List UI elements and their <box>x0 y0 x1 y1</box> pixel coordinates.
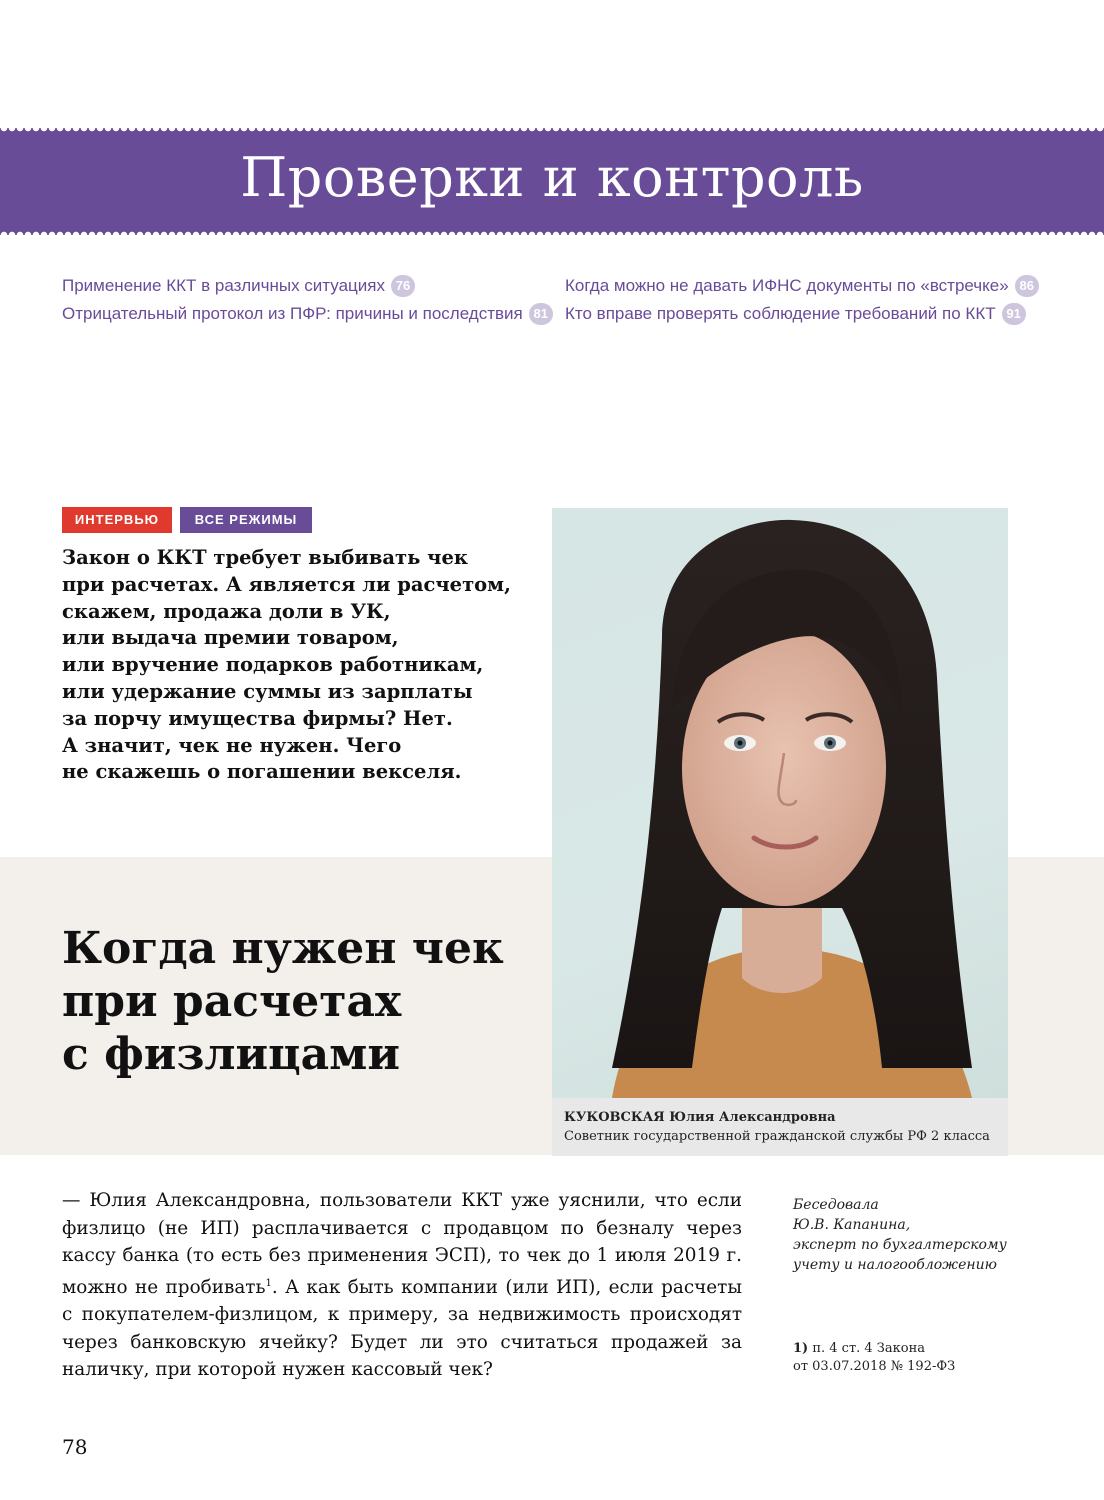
toc-item-label: Когда можно не давать ИФНС документы по «встречке» <box>565 276 1009 295</box>
photo-caption <box>552 1098 1008 1156</box>
footnote-text: от 03.07.2018 № 192-ФЗ <box>793 1359 956 1374</box>
footnote <box>793 1340 1023 1376</box>
portrait-illustration <box>552 508 1008 1098</box>
toc-right <box>565 272 1039 328</box>
article-headline <box>62 922 542 1081</box>
tag-interview: ИНТЕРВЬЮ <box>62 507 172 533</box>
toc-page-badge: 86 <box>1015 275 1039 297</box>
toc-item[interactable] <box>62 272 553 300</box>
toc-page-badge: 76 <box>391 275 415 297</box>
section-banner <box>0 128 1104 235</box>
footnote-text: п. 4 ст. 4 Закона <box>808 1341 926 1356</box>
headline-line: Когда нужен чек <box>62 923 504 974</box>
toc-page-badge: 91 <box>1002 303 1026 325</box>
interviewer-line: эксперт по бухгалтерскому <box>793 1237 1007 1253</box>
section-title: Проверки и контроль <box>240 146 864 209</box>
question-part: — Юлия Александровна, пользователи ККТ уже уяснили, что если физлицо (не ИП) расплачивается с продавцом по безналу через кассу банка (то есть без применения ЭСП), то чек до 1 июля 2019 г. можно не пробивать <box>62 1190 742 1298</box>
portrait-photo <box>552 508 1008 1098</box>
toc-item[interactable] <box>565 272 1039 300</box>
caption-position: Советник государственной гражданской службы РФ 2 класса <box>564 1129 990 1144</box>
lead-line: при расчетах. А является ли расчетом, <box>62 572 511 596</box>
lead-line: или удержание суммы из зарплаты <box>62 679 473 703</box>
lead-line: за порчу имущества фирмы? Нет. <box>62 706 453 730</box>
toc-item-label: Отрицательный протокол из ПФР: причины и последствия <box>62 304 523 323</box>
lead-line: не скажешь о погашении векселя. <box>62 760 462 784</box>
toc-item[interactable] <box>565 300 1039 328</box>
interviewer-line: учету и налогообложению <box>793 1257 997 1273</box>
lead-line: или вручение подарков работникам, <box>62 653 484 677</box>
toc-item[interactable] <box>62 300 553 328</box>
tag-all-regimes: ВСЕ РЕЖИМЫ <box>180 507 312 533</box>
toc-item-label: Кто вправе проверять соблюдение требований по ККТ <box>565 304 996 323</box>
lead-line: А значит, чек не нужен. Чего <box>62 733 402 757</box>
interview-question <box>62 1187 742 1384</box>
question-part: . А как быть компании (или ИП), если расчеты с покупателем-физлицом, к примеру, за недвижимость происходят через банковскую ячейку? Будет ли это считаться продажей за наличку, при которой нужен кассовый чек? <box>62 1276 742 1381</box>
toc-left <box>62 272 553 328</box>
toc-item-label: Применение ККТ в различных ситуациях <box>62 276 385 295</box>
caption-name: КУКОВСКАЯ Юлия Александровна <box>564 1110 836 1125</box>
footnote-number: 1) <box>793 1341 809 1356</box>
lead-line: или выдача премии товаром, <box>62 626 399 650</box>
headline-line: при расчетах <box>62 976 402 1027</box>
interviewer-line: Ю.В. Капанина, <box>793 1217 911 1233</box>
headline-line: с физлицами <box>62 1029 401 1080</box>
interviewer-credit <box>793 1195 1023 1275</box>
lead-paragraph <box>62 545 542 786</box>
page-number: 78 <box>62 1435 88 1459</box>
footnote-mark[interactable]: 1 <box>265 1277 272 1289</box>
lead-line: скажем, продажа доли в УК, <box>62 599 391 623</box>
interviewer-line: Беседовала <box>793 1197 879 1213</box>
lead-line: Закон о ККТ требует выбивать чек <box>62 546 468 569</box>
toc-page-badge: 81 <box>529 303 553 325</box>
